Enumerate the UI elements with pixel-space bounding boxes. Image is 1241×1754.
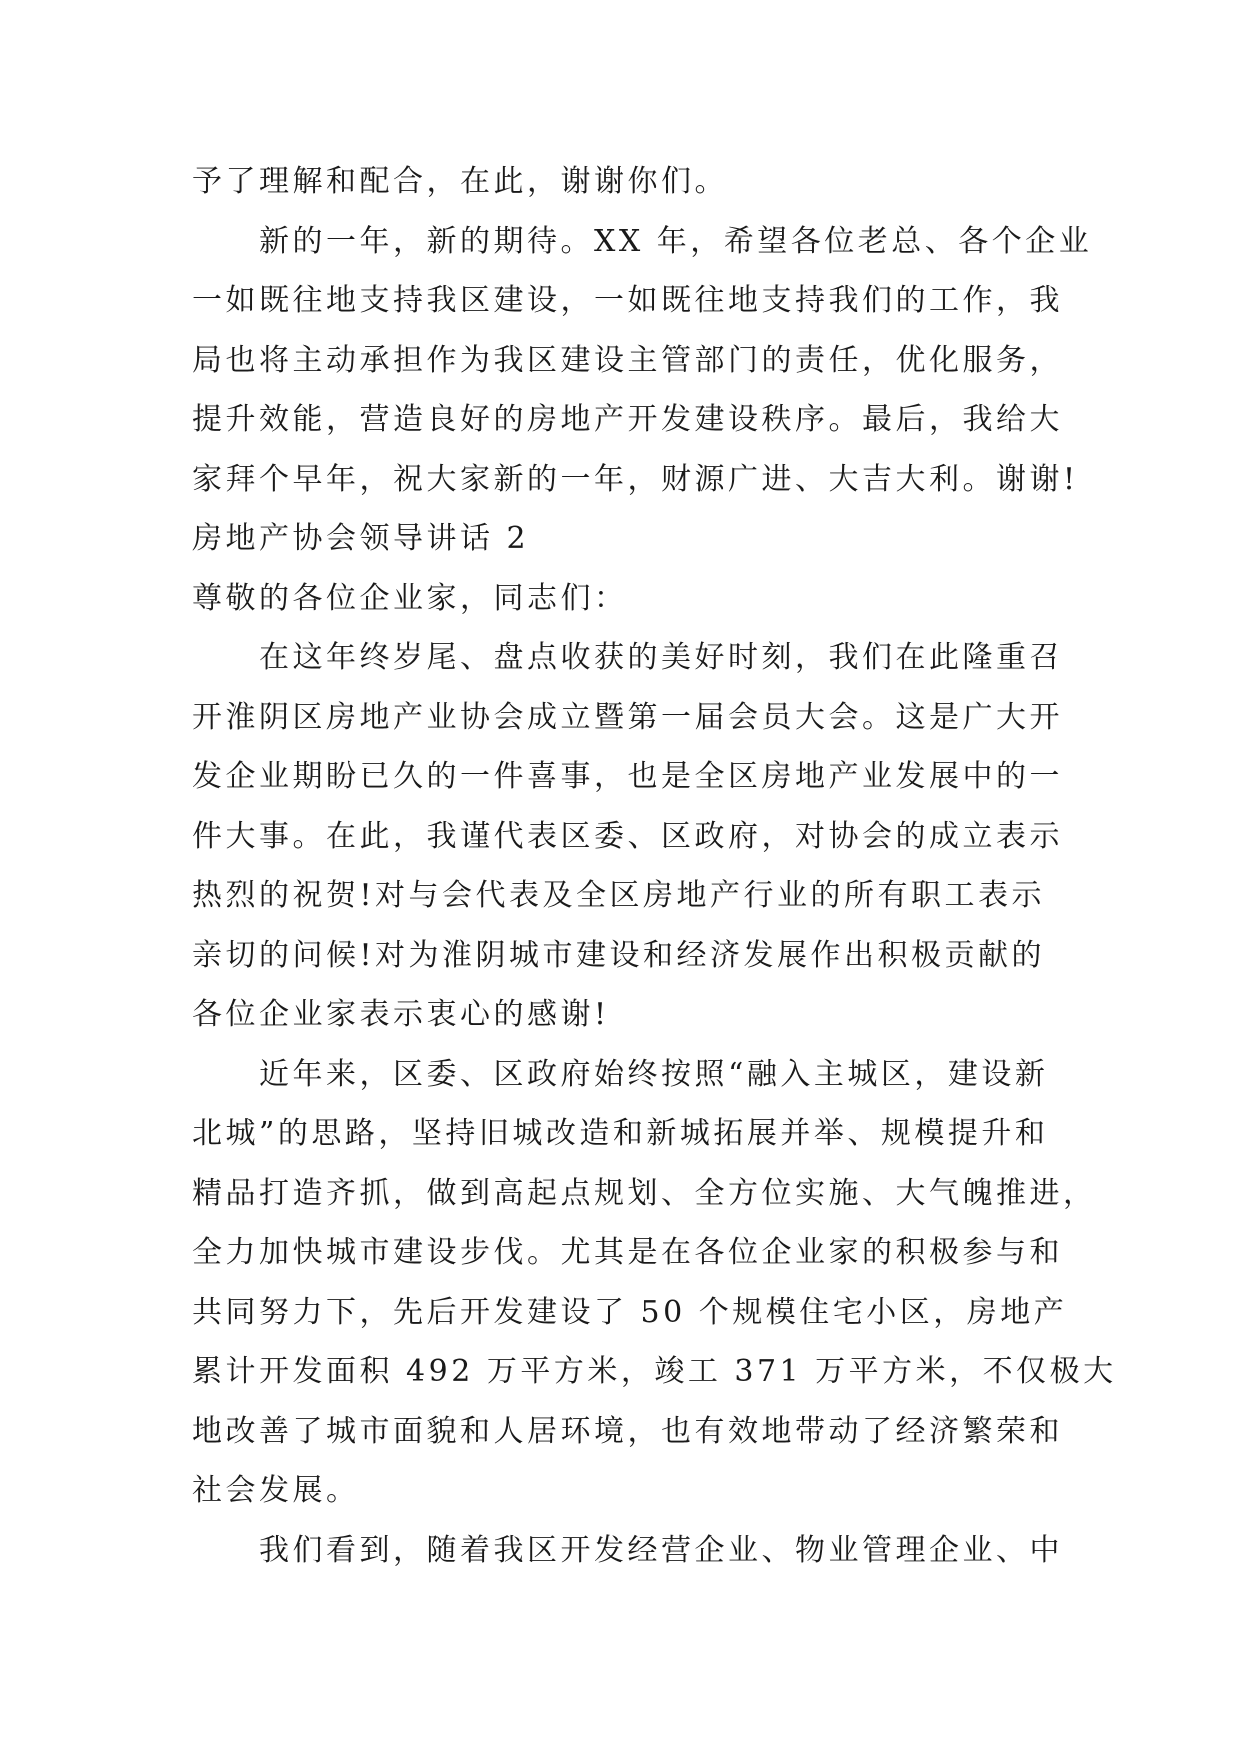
section-heading: 房地产协会领导讲话 2 [192,521,530,556]
text-line: 全力加快城市建设步伐。尤其是在各位企业家的积极参与和 [192,1235,1063,1270]
text-line: 发企业期盼已久的一件喜事，也是全区房地产业发展中的一 [192,759,1063,794]
text-line: 北城”的思路，坚持旧城改造和新城拓展并举、规模提升和 [192,1116,1049,1151]
text-line: 共同努力下，先后开发建设了 50 个规模住宅小区，房地产 [192,1294,1068,1330]
text-line: 我们看到，随着我区开发经营企业、物业管理企业、中 [259,1532,1063,1568]
text-line: 新的一年，新的期待。XX 年，希望各位老总、各个企业 [259,223,1093,259]
text-line: 家拜个早年，祝大家新的一年，财源广进、大吉大利。谢谢! [192,461,1079,497]
text-line: 提升效能，营造良好的房地产开发建设秩序。最后，我给大 [192,402,1063,437]
text-line: 一如既往地支持我区建设，一如既往地支持我们的工作，我 [192,283,1063,318]
text-line: 开淮阴区房地产业协会成立暨第一届会员大会。这是广大开 [192,699,1063,735]
text-line: 近年来，区委、区政府始终按照“融入主城区，建设新 [259,1056,1049,1092]
text-line: 精品打造齐抓，做到高起点规划、全方位实施、大气魄推进， [192,1175,1097,1211]
salutation: 尊敬的各位企业家，同志们： [192,580,628,616]
text-line: 社会发展。 [192,1473,360,1508]
text-line: 予了理解和配合，在此，谢谢你们。 [192,164,728,199]
text-line: 累计开发面积 492 万平方米，竣工 371 万平方米，不仅极大 [192,1354,1117,1389]
text-line: 热烈的祝贺!对与会代表及全区房地产行业的所有职工表示 [192,878,1046,913]
text-line: 亲切的问候!对为淮阴城市建设和经济发展作出积极贡献的 [192,937,1046,973]
text-line: 各位企业家表示衷心的感谢! [192,997,610,1032]
text-line: 件大事。在此，我谨代表区委、区政府，对协会的成立表示 [192,818,1063,854]
text-line: 在这年终岁尾、盘点收获的美好时刻，我们在此隆重召 [259,640,1063,675]
text-line: 地改善了城市面貌和人居环境，也有效地带动了经济繁荣和 [192,1413,1063,1449]
document-body [192,152,1117,1580]
text-line: 局也将主动承担作为我区建设主管部门的责任，优化服务， [192,342,1063,378]
